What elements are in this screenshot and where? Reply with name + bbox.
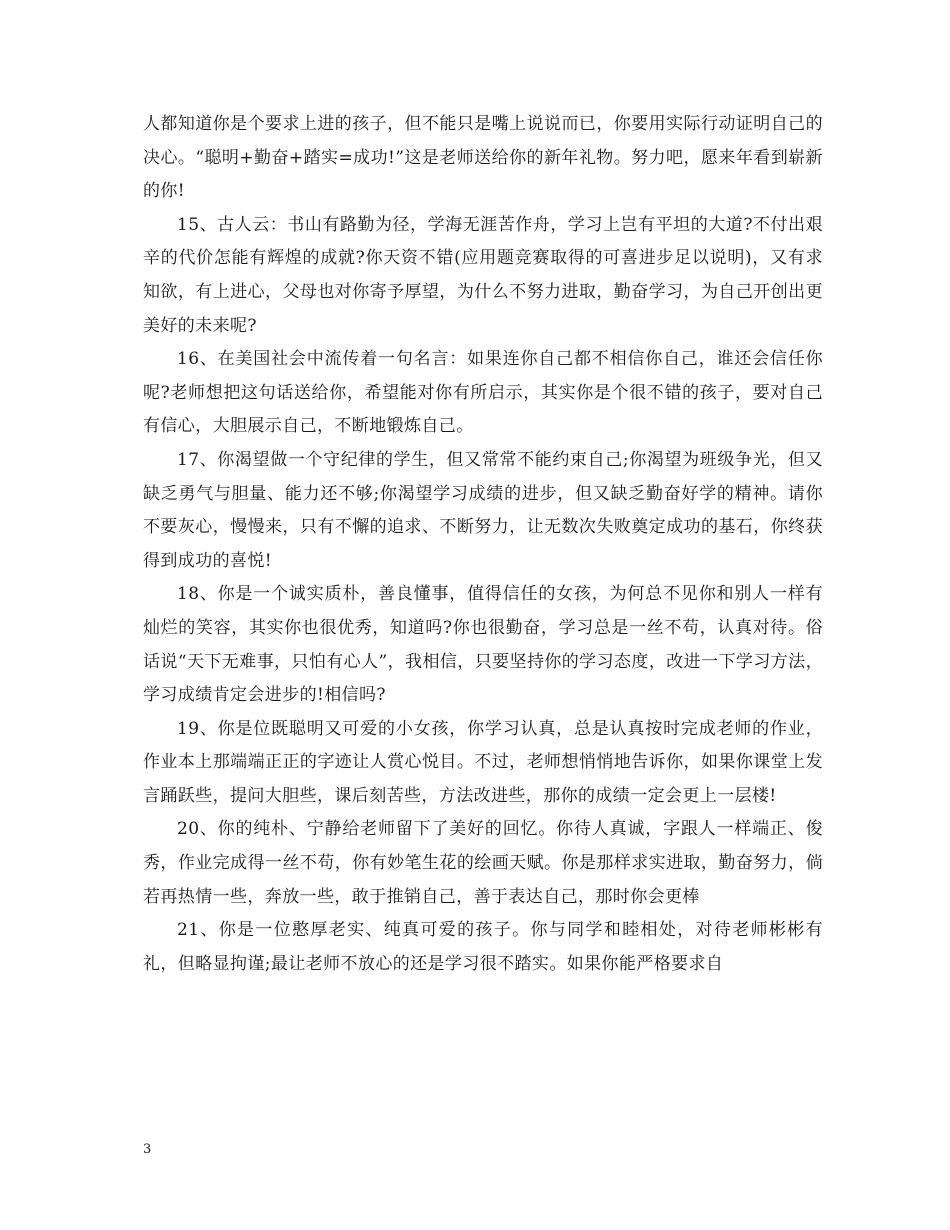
document-body: [143, 108, 823, 981]
page-number: 3: [143, 1142, 152, 1157]
paragraph-item-20: 20、你的纯朴、宁静给老师留下了美好的回忆。你待人真诚，字跟人一样端正、俊秀，作业完成得一丝不苟，你有妙笔生花的绘画天赋。你是那样求实进取，勤奋努力，倘若再热情一些，奔放一些，敢于推销自己，善于表达自己，那时你会更棒: [143, 819, 823, 907]
paragraph-item-19: 19、你是位既聪明又可爱的小女孩，你学习认真，总是认真按时完成老师的作业，作业本上那端端正正的字迹让人赏心悦目。不过，老师想悄悄地告诉你，如果你课堂上发言踊跃些，提问大胆些，课后刻苦些，方法改进些，那你的成绩一定会更上一层楼!: [143, 718, 823, 806]
paragraph-item-18: 18、你是一个诚实质朴，善良懂事，值得信任的女孩，为何总不见你和别人一样有灿烂的笑容，其实你也很优秀，知道吗?你也很勤奋，学习总是一丝不苟，认真对待。俗话说“天下无难事，只怕有心人”，我相信，只要坚持你的学习态度，改进一下学习方法，学习成绩肯定会进步的!相信吗?: [143, 584, 823, 706]
paragraph-item-21: 21、你是一位憨厚老实、纯真可爱的孩子。你与同学和睦相处，对待老师彬彬有礼，但略显拘谨;最让老师不放心的还是学习很不踏实。如果你能严格要求自: [143, 920, 823, 974]
paragraph-item-15: 15、古人云：书山有路勤为径，学海无涯苦作舟，学习上岂有平坦的大道?不付出艰辛的代价怎能有辉煌的成就?你天资不错(应用题竞赛取得的可喜进步足以说明)，又有求知欲，有上进心，父母也对你寄予厚望，为什么不努力进取，勤奋学习，为自己开创出更美好的未来呢?: [143, 214, 823, 336]
paragraph-item-17: 17、你渴望做一个守纪律的学生，但又常常不能约束自己;你渴望为班级争光，但又缺乏勇气与胆量、能力还不够;你渴望学习成绩的进步，但又缺乏勤奋好学的精神。请你不要灰心，慢慢来，只有不懈的追求、不断努力，让无数次失败奠定成功的基石，你终获得到成功的喜悦!: [143, 449, 823, 571]
paragraph-continuation: 人都知道你是个要求上进的孩子，但不能只是嘴上说说而已，你要用实际行动证明自己的决心。“聪明+勤奋+踏实=成功!”这是老师送给你的新年礼物。努力吧，愿来年看到崭新的你!: [143, 114, 823, 202]
paragraph-item-16: 16、在美国社会中流传着一句名言：如果连你自己都不相信你自己，谁还会信任你呢?老师想把这句话送给你，希望能对你有所启示，其实你是个很不错的孩子，要对自己有信心，大胆展示自己，不断地锻炼自己。: [143, 349, 823, 437]
